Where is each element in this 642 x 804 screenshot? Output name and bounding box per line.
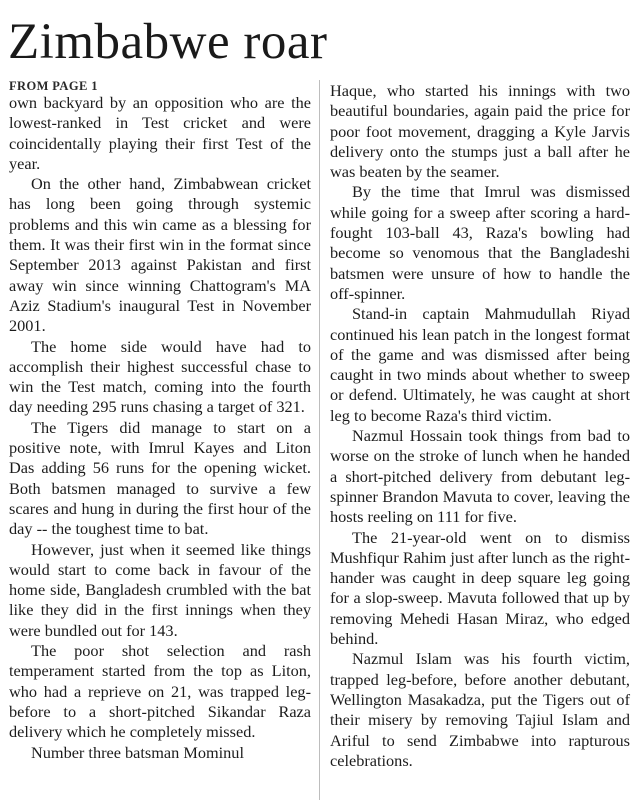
paragraph: Haque, who started his innings with two beautiful boundaries, again paid the price for poor foot movement, dragging a Kyle Jarvis delivery onto the stumps just a ball after he was beaten by the seamer. [330, 81, 630, 182]
paragraph: On the other hand, Zimbabwean cricket has long been going through systemic problems and this win came as a blessing for them. It was their first win in the format since September 2013 against Pakistan and first away win since winning Chattogram's MA Aziz Stadium's inaugural Test in November 2001. [9, 174, 311, 336]
headline: Zimbabwe roar [8, 14, 328, 70]
paragraph: Stand-in captain Mahmudullah Riyad continued his lean patch in the longest format of the game and was dismissed after being caught in two minds about whether to sweep or defend. Ultimately, he was caught at short leg to become Raza's third victim. [330, 304, 630, 425]
article-column-left [9, 93, 311, 763]
paragraph: However, just when it seemed like things would start to come back in favour of the home side, Bangladesh crumbled with the bat like they did in the first innings when they were bundled out for 143. [9, 539, 311, 640]
paragraph: Number three batsman Mominul [31, 742, 244, 762]
paragraph: Nazmul Islam was his fourth victim, trapped leg-before, before another debutant, Wellington Masakadza, put the Tigers out of their misery by removing Tajiul Islam and Ariful to send Zimbabwe into rapturous celebrations. [330, 649, 630, 770]
article-column-right [330, 81, 630, 771]
paragraph: The home side would have had to accomplish their highest successful chase to win the Test match, coming into the fourth day needing 295 runs chasing a target of 321. [9, 336, 311, 417]
paragraph: The poor shot selection and rash temperament started from the top as Liton, who had a reprieve on 21, was trapped leg-before to a short-pitched Sikandar Raza delivery which he completely missed. [9, 641, 311, 742]
paragraph: By the time that Imrul was dismissed while going for a sweep after scoring a hard-fought 103-ball 43, Raza's bowling had become so venomous that the Bangladeshi batsmen were unsure of how to handle the off-spinner. [330, 182, 630, 303]
paragraph: The 21-year-old went on to dismiss Mushfiqur Rahim just after lunch as the right-hander was caught in deep square leg going for a slop-sweep. Mavuta followed that up by removing Mehedi Hasan Miraz, who edged behind. [330, 527, 630, 649]
column-divider [319, 80, 320, 800]
jump-label: FROM PAGE 1 [9, 79, 98, 93]
paragraph: own backyard by an opposition who are the lowest-ranked in Test cricket and were coincidentally playing their first Test of the year. [9, 93, 311, 173]
paragraph: Nazmul Hossain took things from bad to worse on the stroke of lunch when he handed a short-pitched delivery from debutant leg-spinner Brandon Mavuta to cover, leaving the hosts reeling on 111 for five. [330, 426, 630, 527]
paragraph: The Tigers did manage to start on a positive note, with Imrul Kayes and Liton Das adding 56 runs for the opening wicket. Both batsmen managed to survive a few scares and hung in during the first hour of the day -- the toughest time to bat. [9, 417, 311, 539]
